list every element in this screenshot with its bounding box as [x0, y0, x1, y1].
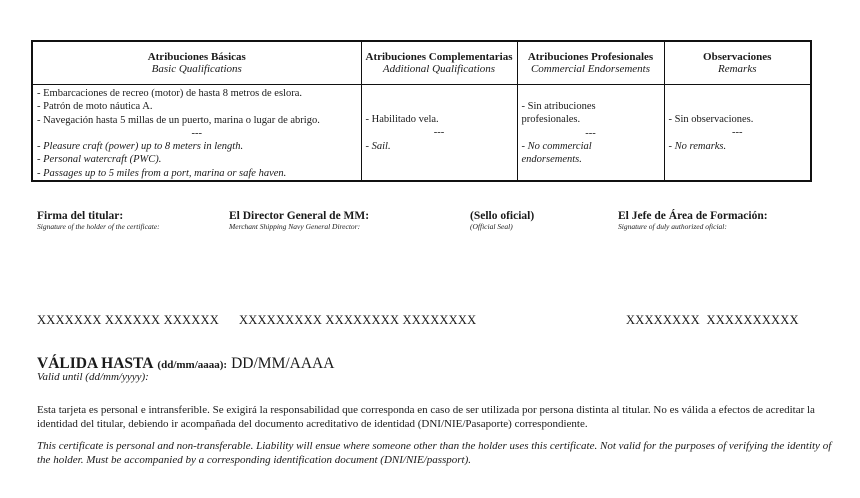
- header-es: Atribuciones Básicas: [147, 51, 246, 63]
- validity-block: [37, 355, 334, 383]
- commercial-en: endorsements.: [521, 154, 582, 166]
- header-commercial: [517, 41, 664, 85]
- notice-en: This certificate is personal and non-transferable. Liability will ensue where someone other than the holder uses this certificate. Not valid for the purposes of verifying the identity of the holder. Must be accompanied by a corresponding identification document (DNI/NIE/passport).: [37, 440, 832, 466]
- header-en: Remarks: [718, 63, 757, 75]
- header-additional: [361, 41, 517, 85]
- signature-subtitle: Signature of duly authorized oficial:: [618, 222, 727, 231]
- basic-line-en: - Passages up to 5 miles from a port, marina or safe haven.: [37, 167, 287, 179]
- valid-until-value: DD/MM/AAAA: [231, 355, 335, 372]
- director-name: XXXXXXXXX XXXXXXXX XXXXXXXX: [239, 313, 477, 327]
- table-header-row: [32, 41, 811, 85]
- signature-title: El Jefe de Área de Formación:: [618, 210, 768, 222]
- additional-es: - Habilitado vela.: [365, 114, 439, 125]
- basic-line-en: - Pleasure craft (power) up to 8 meters in length.: [37, 141, 244, 153]
- header-en: Basic Qualifications: [151, 63, 242, 75]
- valid-until-label: VÁLIDA HASTA: [37, 355, 154, 372]
- notice-es: Esta tarjeta es personal e intransferible. Se exigirá la responsabilidad que corresponda en caso de ser utilizada por persona distinta al titular. No es válida a efectos de acreditar la identidad del titular, debiendo ir acompañada del documento acreditativo de identidad (DNI/NIE/Pasaporte) correspondiente.: [37, 404, 815, 430]
- separator: ---: [433, 127, 445, 139]
- valid-until-format: (dd/mm/aaaa):: [157, 359, 228, 371]
- holder-signature-block: [37, 210, 160, 231]
- signature-subtitle: (Official Seal): [470, 222, 513, 231]
- header-remarks: [664, 41, 811, 85]
- signature-title: Firma del titular:: [37, 210, 124, 222]
- commercial-en: - No commercial: [521, 140, 592, 152]
- basic-cell: [32, 85, 361, 182]
- commercial-es: - Sin atribuciones: [521, 101, 596, 112]
- separator: ---: [585, 127, 596, 139]
- remarks-cell: [664, 85, 811, 182]
- signature-title: El Director General de MM:: [229, 210, 370, 222]
- header-basic: [32, 41, 361, 85]
- header-es: Observaciones: [703, 51, 772, 63]
- holder-name: XXXXXXX XXXXXX XXXXXX: [37, 313, 219, 327]
- additional-en: - Sail.: [365, 140, 391, 152]
- header-en: Additional Qualifications: [382, 63, 496, 75]
- commercial-es: profesionales.: [521, 114, 581, 126]
- remarks-es: - Sin observaciones.: [668, 114, 754, 125]
- signature-title: (Sello oficial): [470, 210, 535, 222]
- training-head-signature-block: [618, 210, 768, 231]
- basic-line-es: - Patrón de moto náutica A.: [37, 101, 153, 113]
- additional-cell: [361, 85, 517, 182]
- official-seal-block: [470, 210, 534, 231]
- director-signature-block: [229, 210, 369, 231]
- valid-until-label-en: Valid until (dd/mm/yyyy):: [37, 371, 149, 383]
- basic-line-es: - Navegación hasta 5 millas de un puerto, marina o lugar de abrigo.: [37, 114, 320, 126]
- signature-subtitle: Merchant Shipping Navy General Director:: [229, 222, 361, 231]
- qualifications-table: [31, 40, 812, 182]
- basic-line-en: - Personal watercraft (PWC).: [37, 154, 162, 166]
- separator: ---: [732, 127, 743, 139]
- separator: ---: [191, 127, 202, 139]
- table-body-row: [32, 85, 811, 182]
- header-es: Atribuciones Profesionales: [527, 51, 654, 63]
- training-head-name: XXXXXXXX XXXXXXXXXX: [626, 313, 799, 327]
- remarks-en: - No remarks.: [668, 140, 727, 152]
- header-en: Commercial Endorsements: [530, 63, 651, 75]
- basic-line-es: - Embarcaciones de recreo (motor) de hasta 8 metros de eslora.: [37, 88, 303, 99]
- commercial-cell: [517, 85, 664, 182]
- signature-subtitle: Signature of the holder of the certificate:: [37, 222, 160, 231]
- header-es: Atribuciones Complementarias: [365, 51, 513, 63]
